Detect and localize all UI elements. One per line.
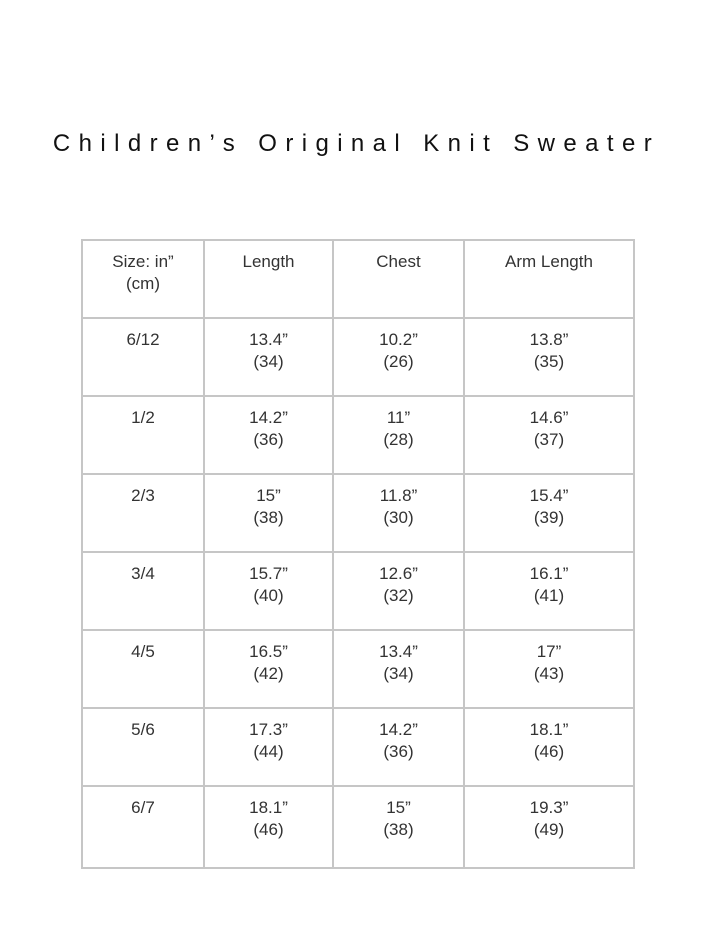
size-cell xyxy=(82,552,204,630)
arm-length-inches: 19.3” xyxy=(529,798,569,817)
length-centimeters: (40) xyxy=(253,586,284,605)
chest-centimeters: (28) xyxy=(383,430,414,449)
arm-length-centimeters: (46) xyxy=(533,742,565,761)
chest-inches: 10.2” xyxy=(379,330,418,349)
chest-centimeters: (36) xyxy=(383,742,414,761)
chest-inches: 12.6” xyxy=(379,564,418,583)
length-centimeters: (42) xyxy=(253,664,284,683)
table-row xyxy=(82,786,634,868)
page-title: Children’s Original Knit Sweater xyxy=(52,130,661,158)
header-chest-label: Chest xyxy=(376,252,421,271)
chest-centimeters: (38) xyxy=(383,820,414,839)
length-centimeters: (36) xyxy=(253,430,284,449)
arm-length-cell xyxy=(464,396,634,474)
length-centimeters: (46) xyxy=(253,820,284,839)
size-value: 5/6 xyxy=(131,720,155,739)
length-inches: 18.1” xyxy=(249,798,288,817)
size-chart-table xyxy=(81,239,635,869)
header-size-line1: Size: in” xyxy=(112,252,174,271)
header-arm-length xyxy=(464,240,634,318)
chest-centimeters: (26) xyxy=(383,352,414,371)
chest-cell xyxy=(333,318,464,396)
arm-length-centimeters: (37) xyxy=(533,430,565,449)
length-cell xyxy=(204,474,333,552)
arm-length-cell xyxy=(464,318,634,396)
arm-length-inches: 16.1” xyxy=(529,564,569,583)
chest-cell xyxy=(333,786,464,868)
arm-length-centimeters: (41) xyxy=(533,586,565,605)
size-cell xyxy=(82,630,204,708)
arm-length-cell xyxy=(464,708,634,786)
arm-length-inches: 14.6” xyxy=(529,408,569,427)
chest-inches: 11.8” xyxy=(379,486,418,505)
size-value: 2/3 xyxy=(131,486,155,505)
chest-inches: 14.2” xyxy=(379,720,418,739)
chest-cell xyxy=(333,396,464,474)
length-cell xyxy=(204,318,333,396)
length-cell xyxy=(204,786,333,868)
arm-length-inches: 18.1” xyxy=(529,720,569,739)
chest-cell xyxy=(333,630,464,708)
chest-inches: 11” xyxy=(386,408,411,427)
header-size xyxy=(82,240,204,318)
chest-inches: 15” xyxy=(386,798,411,817)
length-centimeters: (34) xyxy=(253,352,284,371)
arm-length-inches: 17” xyxy=(536,642,562,661)
header-length xyxy=(204,240,333,318)
chest-centimeters: (32) xyxy=(383,586,414,605)
chest-cell xyxy=(333,474,464,552)
length-centimeters: (44) xyxy=(253,742,284,761)
arm-length-inches: 13.8” xyxy=(529,330,569,349)
length-cell xyxy=(204,708,333,786)
table-row xyxy=(82,474,634,552)
arm-length-centimeters: (35) xyxy=(533,352,565,371)
length-centimeters: (38) xyxy=(253,508,284,527)
size-value: 1/2 xyxy=(131,408,155,427)
length-inches: 17.3” xyxy=(249,720,288,739)
length-cell xyxy=(204,630,333,708)
chest-centimeters: (34) xyxy=(383,664,414,683)
chest-inches: 13.4” xyxy=(379,642,418,661)
length-inches: 15.7” xyxy=(249,564,288,583)
arm-length-centimeters: (43) xyxy=(533,664,565,683)
size-cell xyxy=(82,318,204,396)
header-size-line2: (cm) xyxy=(126,274,160,293)
arm-length-cell xyxy=(464,786,634,868)
size-cell xyxy=(82,708,204,786)
arm-length-cell xyxy=(464,630,634,708)
length-cell xyxy=(204,552,333,630)
chest-centimeters: (30) xyxy=(383,508,414,527)
header-length-label: Length xyxy=(242,252,295,271)
chest-cell xyxy=(333,552,464,630)
arm-length-inches: 15.4” xyxy=(529,486,569,505)
arm-length-centimeters: (49) xyxy=(533,820,565,839)
size-value: 3/4 xyxy=(131,564,155,583)
length-inches: 16.5” xyxy=(249,642,288,661)
header-arm-length-label: Arm Length xyxy=(505,252,593,271)
arm-length-cell xyxy=(464,474,634,552)
length-inches: 15” xyxy=(256,486,281,505)
table-row xyxy=(82,552,634,630)
length-inches: 14.2” xyxy=(249,408,288,427)
size-cell xyxy=(82,474,204,552)
arm-length-centimeters: (39) xyxy=(533,508,565,527)
table-row xyxy=(82,708,634,786)
table-header-row xyxy=(82,240,634,318)
chest-cell xyxy=(333,708,464,786)
table-row xyxy=(82,318,634,396)
size-value: 4/5 xyxy=(131,642,155,661)
arm-length-cell xyxy=(464,552,634,630)
length-inches: 13.4” xyxy=(249,330,288,349)
size-value: 6/7 xyxy=(131,798,155,817)
table-row xyxy=(82,396,634,474)
size-value: 6/12 xyxy=(126,330,160,349)
length-cell xyxy=(204,396,333,474)
header-chest xyxy=(333,240,464,318)
size-cell xyxy=(82,396,204,474)
table-row xyxy=(82,630,634,708)
size-cell xyxy=(82,786,204,868)
